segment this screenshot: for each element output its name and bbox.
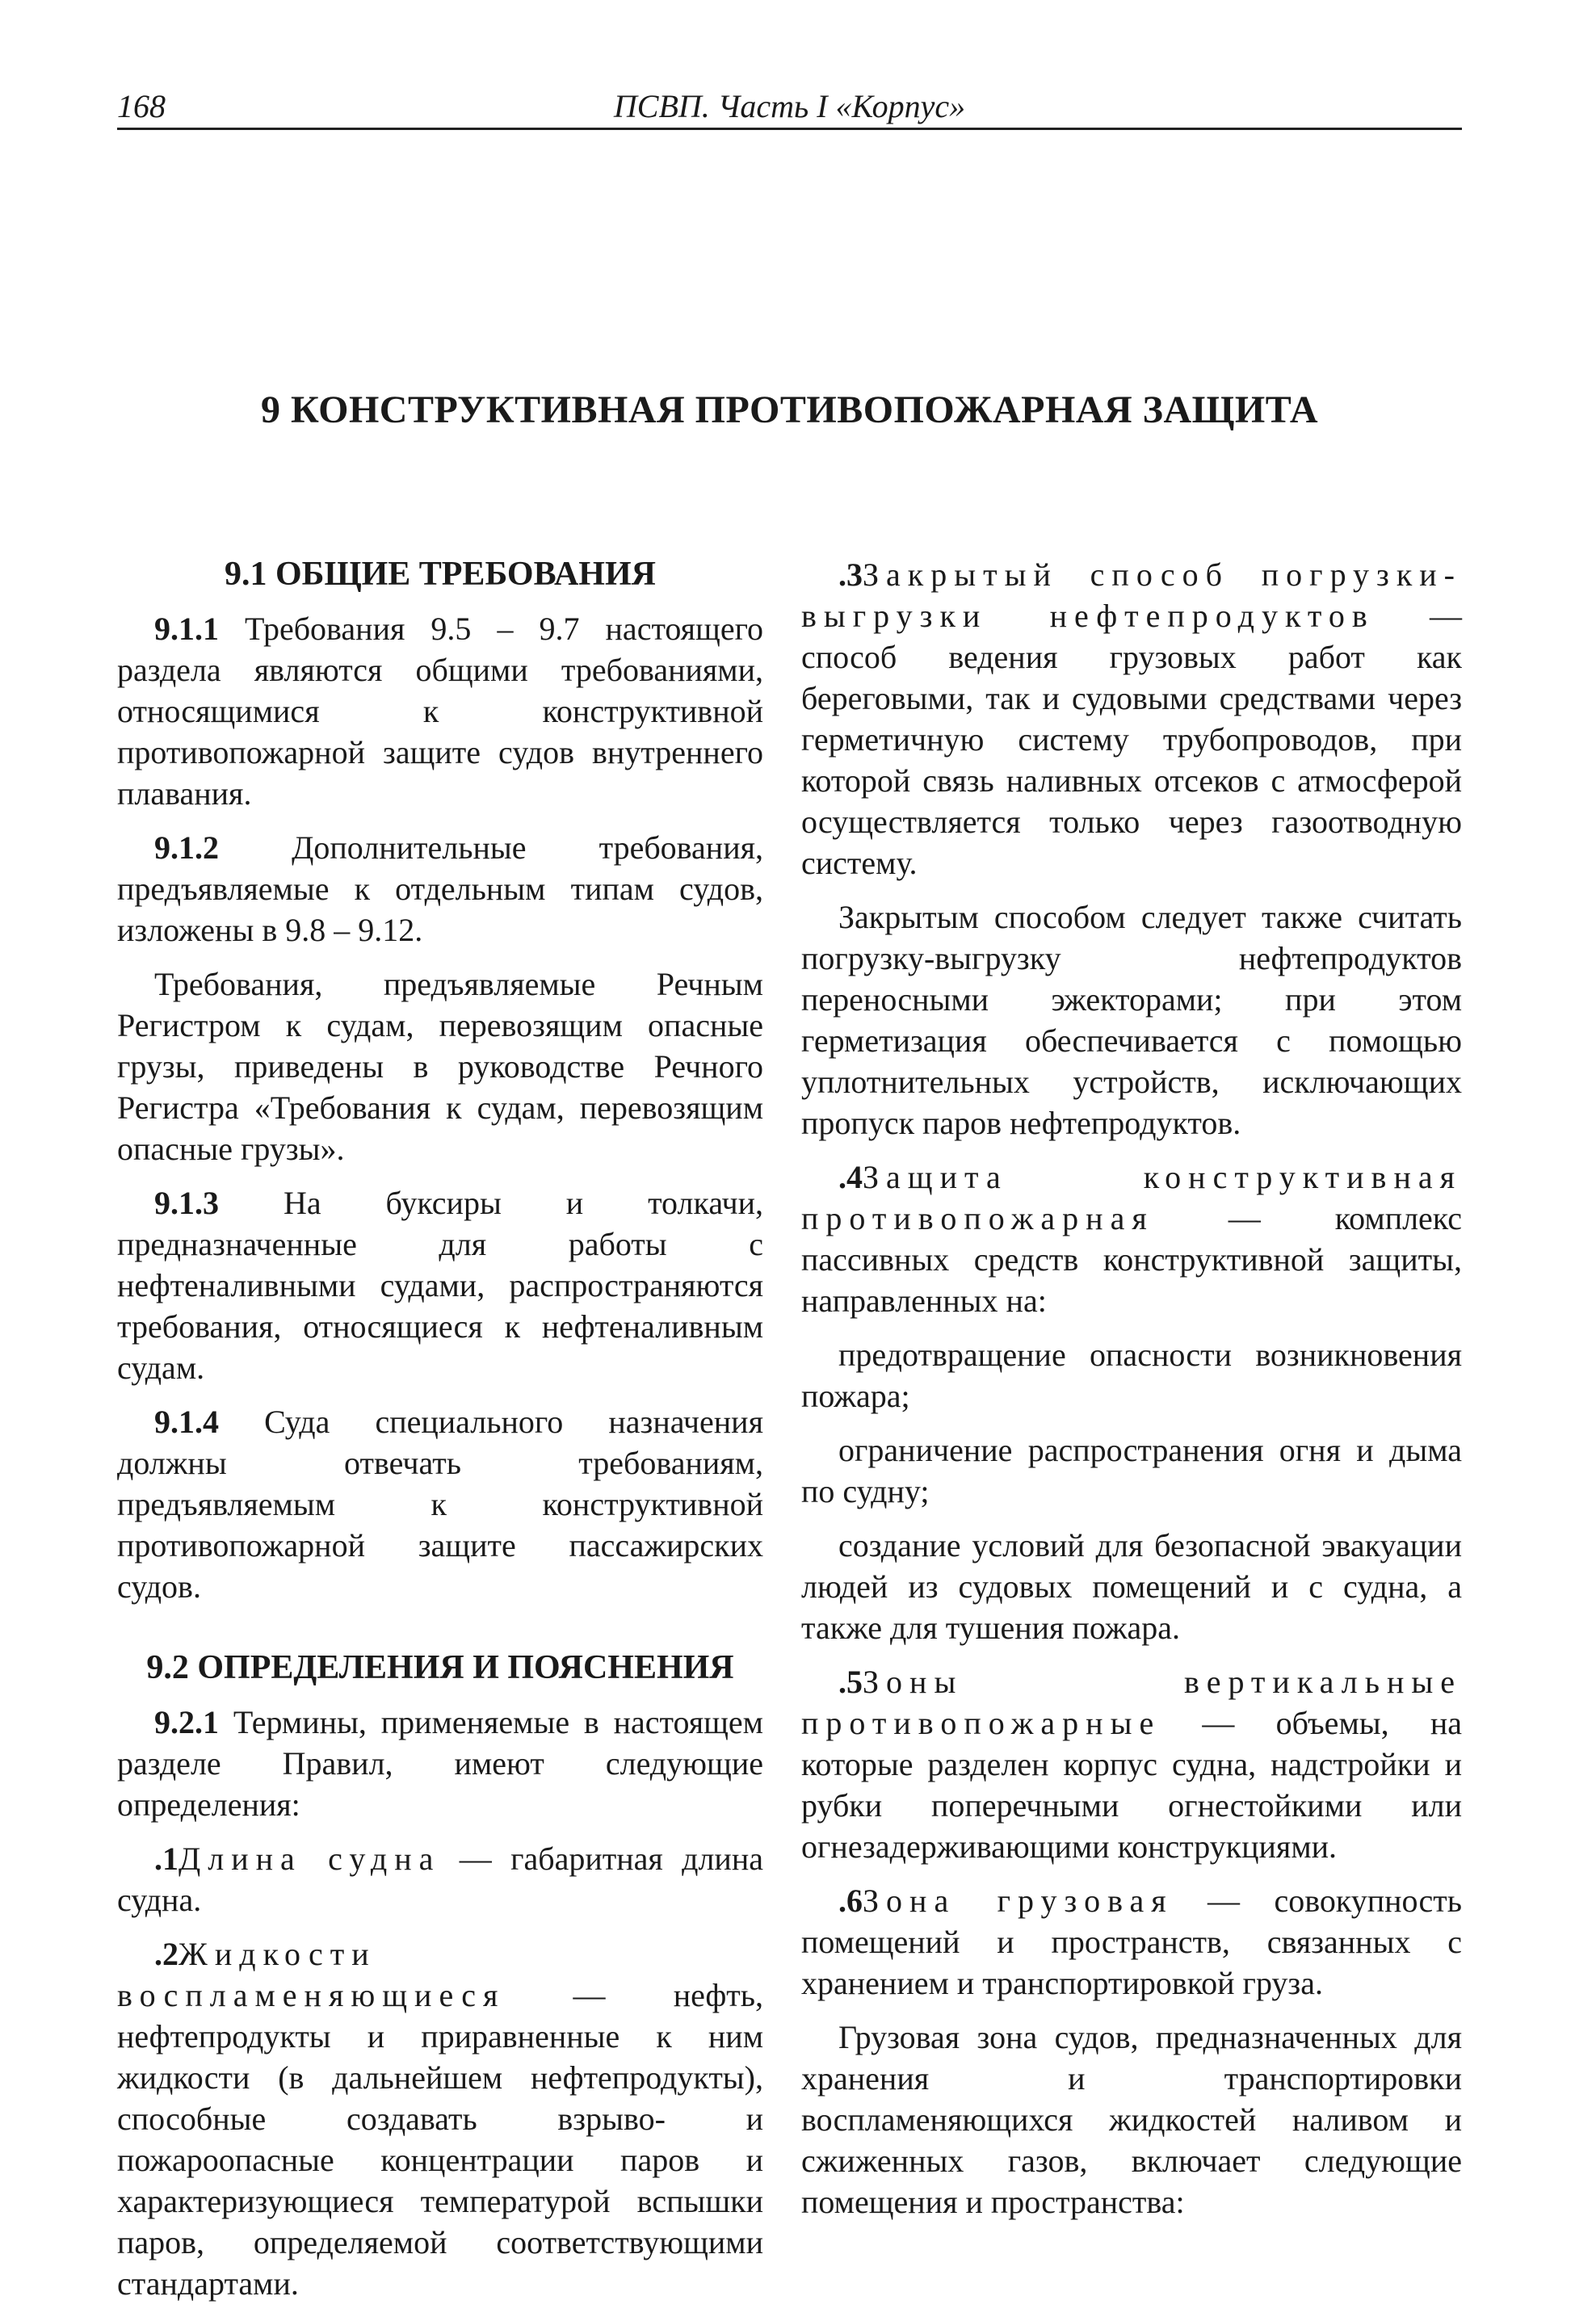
- definition-text: — комплекс пассивных средств конструктивной защиты, направленных на:: [801, 1200, 1462, 1319]
- section-9-2-title: 9.2 ОПРЕДЕЛЕНИЯ И ПОЯСНЕНИЯ: [146, 1649, 734, 1686]
- paragraph-9-2-1: [117, 1702, 763, 1825]
- paragraph-9-1-1: [117, 608, 763, 814]
- definition-text: — совокупность помещений и пространств, связанных с хранением и транспортировкой груза.: [801, 1883, 1462, 2001]
- definition-number: .5: [838, 1664, 863, 1700]
- definition-6: [801, 1880, 1462, 2004]
- paragraph-9-1-2-cont: Требования, предъявляемые Речным Регистром к судам, перевозящим опасные грузы, приведены в руководстве Речного Регистра «Требования к судам, перевозящим опасные грузы».: [117, 966, 763, 1167]
- definition-2: [117, 1933, 763, 2304]
- clause-number: 9.1.4: [154, 1404, 219, 1440]
- clause-text: Термины, применяемые в настоящем разделе Правил, имеют следующие определения:: [117, 1704, 763, 1823]
- definition-text: — нефть, нефтепродукты и приравненные к ним жидкости (в дальнейшем нефтепродукты), способные создавать взрыво- и пожароопасные концентрации паров и характеризующиеся температурой вспышки паров, определяемой соответствующими стандартами.: [117, 1977, 763, 2302]
- right-column: [801, 554, 1462, 2235]
- definition-5: [801, 1661, 1462, 1867]
- definition-4-item-3: создание условий для безопасной эвакуации людей из судовых помещений и с судна, а также для тушения пожара.: [801, 1527, 1462, 1646]
- chapter-title: 9 КОНСТРУКТИВНАЯ ПРОТИВОПОЖАРНАЯ ЗАЩИТА: [261, 388, 1318, 431]
- clause-text: Требования 9.5 – 9.7 настоящего раздела являются общими требованиями, относящимися к конструктивной противопожарной защите судов внутреннего плавания.: [117, 611, 763, 812]
- definition-4: [801, 1156, 1462, 1321]
- definition-number: .2: [154, 1936, 178, 1972]
- definition-term: Закрытый способ погрузки-выгрузки нефтепродуктов: [801, 556, 1462, 634]
- definition-text: — объемы, на которые разделен корпус судна, надстройки и рубки поперечными огнестойкими или огнезадерживающими конструкциями.: [801, 1705, 1462, 1865]
- definition-text: — габаритная длина судна.: [117, 1841, 763, 1918]
- paragraph-9-1-2: [117, 827, 763, 951]
- definition-3: [801, 554, 1462, 884]
- section-9-1-title: 9.1 ОБЩИЕ ТРЕБОВАНИЯ: [225, 556, 656, 593]
- clause-number: 9.1.1: [154, 611, 219, 647]
- clause-text: Суда специального назначения должны отвечать требованиям, предъявляемым к конструктивной противопожарной защите пассажирских судов.: [117, 1404, 763, 1605]
- paragraph-9-1-3: [117, 1182, 763, 1388]
- clause-number: 9.1.3: [154, 1185, 219, 1221]
- definition-4-item-1: предотвращение опасности возникновения пожара;: [801, 1337, 1462, 1414]
- paragraph-9-1-4: [117, 1401, 763, 1607]
- definition-term: Зона грузовая: [863, 1883, 1174, 1919]
- definition-term: Жидкости воспламеняющиеся: [117, 1936, 506, 2013]
- clause-number: 9.1.2: [154, 829, 219, 866]
- running-title: ПСВП. Часть I «Корпус»: [613, 88, 966, 124]
- clause-text: На буксиры и толкачи, предназначенные для работы с нефтеналивными судами, распространяются требования, относящиеся к нефтеналивным судам.: [117, 1185, 763, 1386]
- left-column: [117, 554, 763, 2317]
- definition-term: Зоны вертикальные противопожарные: [801, 1664, 1462, 1741]
- page-number: 168: [117, 88, 166, 124]
- definition-1: [117, 1838, 763, 1920]
- definition-number: .3: [838, 556, 863, 593]
- definition-4-item-2: ограничение распространения огня и дыма по судну;: [801, 1432, 1462, 1509]
- definition-number: .6: [838, 1883, 863, 1919]
- definition-number: .1: [154, 1841, 178, 1877]
- definition-3-cont: Закрытым способом следует также считать погрузку-выгрузку нефтепродуктов переносными эжекторами; при этом герметизация обеспечивается с помощью уплотнительных устройств, исключающих пропуск паров нефтепродуктов.: [801, 899, 1462, 1141]
- definition-6-cont: Грузовая зона судов, предназначенных для хранения и транспортировки воспламеняющихся жидкостей наливом и сжиженных газов, включает следующие помещения и пространства:: [801, 2019, 1462, 2220]
- clause-number: 9.2.1: [154, 1704, 219, 1740]
- definition-number: .4: [838, 1159, 863, 1195]
- definition-term: Защита конструктивная противопожарная: [801, 1159, 1462, 1236]
- definition-text: — способ ведения грузовых работ как береговыми, так и судовыми средствами через герметичную систему трубопроводов, при которой связь наливных отсеков с атмосферой осуществляется только через газоотводную систему.: [801, 598, 1462, 881]
- definition-term: Длина судна: [178, 1841, 441, 1877]
- clause-text: Дополнительные требования, предъявляемые к отдельным типам судов, изложены в 9.8 – 9.12.: [117, 829, 763, 948]
- page-header: [117, 78, 1462, 130]
